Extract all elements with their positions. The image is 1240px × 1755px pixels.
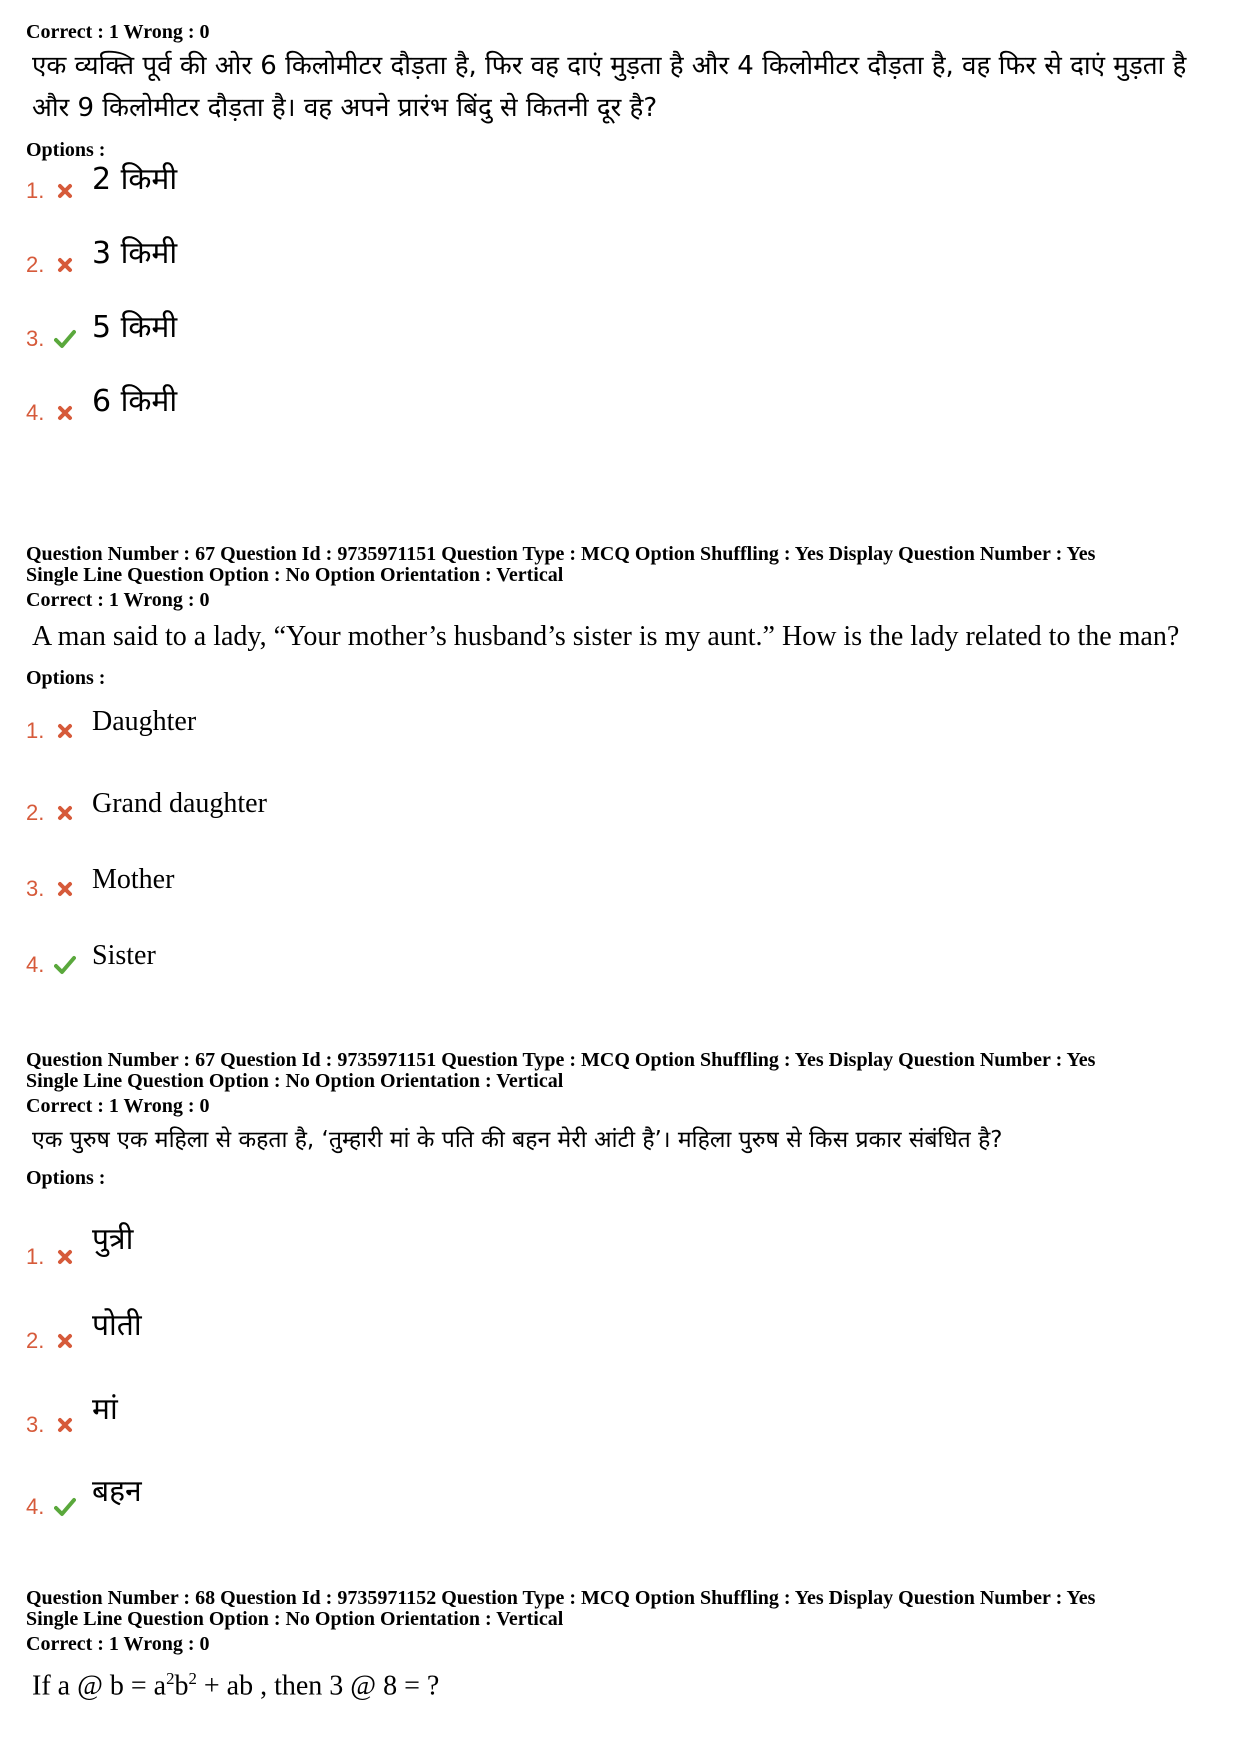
option-1 bbox=[26, 158, 826, 208]
option-text: पोती bbox=[92, 1308, 142, 1343]
option-text: Sister bbox=[92, 940, 156, 971]
question-header-line-1: Question Number : 68 Question Id : 9735971152 Question Type : MCQ Option Shuffling : Yes Display Question Number : Yes bbox=[26, 1587, 1096, 1609]
option-3 bbox=[26, 856, 826, 906]
option-text: 2 किमी bbox=[92, 162, 178, 197]
option-3 bbox=[26, 306, 826, 356]
score-line: Correct : 1 Wrong : 0 bbox=[26, 1633, 210, 1655]
question-68 bbox=[26, 1588, 1216, 1704]
option-4 bbox=[26, 932, 826, 982]
question-text bbox=[32, 1661, 1216, 1704]
question-header-line-2: Single Line Question Option : No Option Orientation : Vertical bbox=[26, 1608, 564, 1630]
option-4 bbox=[26, 380, 826, 430]
option-2 bbox=[26, 780, 826, 830]
question-header-line-2: Single Line Question Option : No Option Orientation : Vertical bbox=[26, 1070, 564, 1092]
exponent: 2 bbox=[166, 1669, 175, 1688]
option-number: 2. bbox=[26, 252, 45, 277]
question-text: A man said to a lady, “Your mother’s husband’s sister is my aunt.” How is the lady related to the man? bbox=[32, 621, 1180, 652]
option-text: पुत्री bbox=[92, 1222, 134, 1257]
cross-icon bbox=[54, 180, 76, 202]
question-67-english bbox=[26, 544, 1216, 690]
cross-icon bbox=[54, 878, 76, 900]
option-4 bbox=[26, 1474, 826, 1524]
option-number: 3. bbox=[26, 1412, 45, 1437]
option-number: 1. bbox=[26, 178, 45, 203]
cross-icon bbox=[54, 802, 76, 824]
option-number: 4. bbox=[26, 952, 45, 977]
option-text: Mother bbox=[92, 864, 175, 895]
option-2 bbox=[26, 232, 826, 282]
score-line: Correct : 1 Wrong : 0 bbox=[26, 1095, 210, 1117]
cross-icon bbox=[54, 1246, 76, 1268]
cross-icon bbox=[54, 402, 76, 424]
score-line: Correct : 1 Wrong : 0 bbox=[26, 589, 210, 611]
option-number: 1. bbox=[26, 718, 45, 743]
cross-icon bbox=[54, 1330, 76, 1352]
option-text: Daughter bbox=[92, 706, 197, 737]
cross-icon bbox=[54, 1414, 76, 1436]
option-number: 4. bbox=[26, 1494, 45, 1519]
option-number: 2. bbox=[26, 800, 45, 825]
question-text: एक व्यक्ति पूर्व की ओर 6 किलोमीटर दौड़ता है, फिर वह दाएं मुड़ता है और 4 किलोमीटर दौड़ता है, वह फिर से दाएं मुड़ता है और 9 किलोमीटर दौड़ता है। वह अपने प्रारंभ बिंदु से कितनी दूर है? bbox=[32, 51, 1187, 123]
option-text: मां bbox=[92, 1392, 118, 1427]
question-header-line-2: Single Line Question Option : No Option Orientation : Vertical bbox=[26, 564, 564, 586]
question-67-hindi bbox=[26, 1050, 1216, 1190]
options-label: Options : bbox=[26, 667, 106, 689]
question-66-hindi bbox=[26, 22, 1216, 162]
formula-suffix: + ab , then 3 @ 8 = ? bbox=[196, 1670, 440, 1702]
option-2 bbox=[26, 1308, 826, 1358]
question-header-line-1: Question Number : 67 Question Id : 9735971151 Question Type : MCQ Option Shuffling : Yes Display Question Number : Yes bbox=[26, 543, 1096, 565]
option-1 bbox=[26, 698, 826, 748]
option-text: बहन bbox=[92, 1474, 142, 1509]
options-label: Options : bbox=[26, 1167, 106, 1189]
question-text: एक पुरुष एक महिला से कहता है, ‘तुम्हारी मां के पति की बहन मेरी आंटी है’। महिला पुरुष से किस प्रकार संबंधित है? bbox=[32, 1127, 1003, 1153]
option-number: 2. bbox=[26, 1328, 45, 1353]
option-text: 6 किमी bbox=[92, 384, 178, 419]
option-number: 3. bbox=[26, 326, 45, 351]
score-line: Correct : 1 Wrong : 0 bbox=[26, 21, 210, 43]
option-text: Grand daughter bbox=[92, 788, 267, 819]
check-icon bbox=[54, 1496, 76, 1518]
check-icon bbox=[54, 328, 76, 350]
question-header-line-1: Question Number : 67 Question Id : 9735971151 Question Type : MCQ Option Shuffling : Yes Display Question Number : Yes bbox=[26, 1049, 1096, 1071]
exponent: 2 bbox=[188, 1669, 197, 1688]
cross-icon bbox=[54, 254, 76, 276]
option-text: 5 किमी bbox=[92, 310, 178, 345]
cross-icon bbox=[54, 720, 76, 742]
option-1 bbox=[26, 1224, 826, 1274]
check-icon bbox=[54, 954, 76, 976]
option-number: 1. bbox=[26, 1244, 45, 1269]
option-number: 4. bbox=[26, 400, 45, 425]
option-number: 3. bbox=[26, 876, 45, 901]
options-label: Options : bbox=[26, 139, 106, 161]
option-3 bbox=[26, 1392, 826, 1442]
formula-prefix: If a @ b = a bbox=[32, 1670, 167, 1702]
formula-mid: b bbox=[174, 1670, 189, 1702]
option-text: 3 किमी bbox=[92, 236, 178, 271]
